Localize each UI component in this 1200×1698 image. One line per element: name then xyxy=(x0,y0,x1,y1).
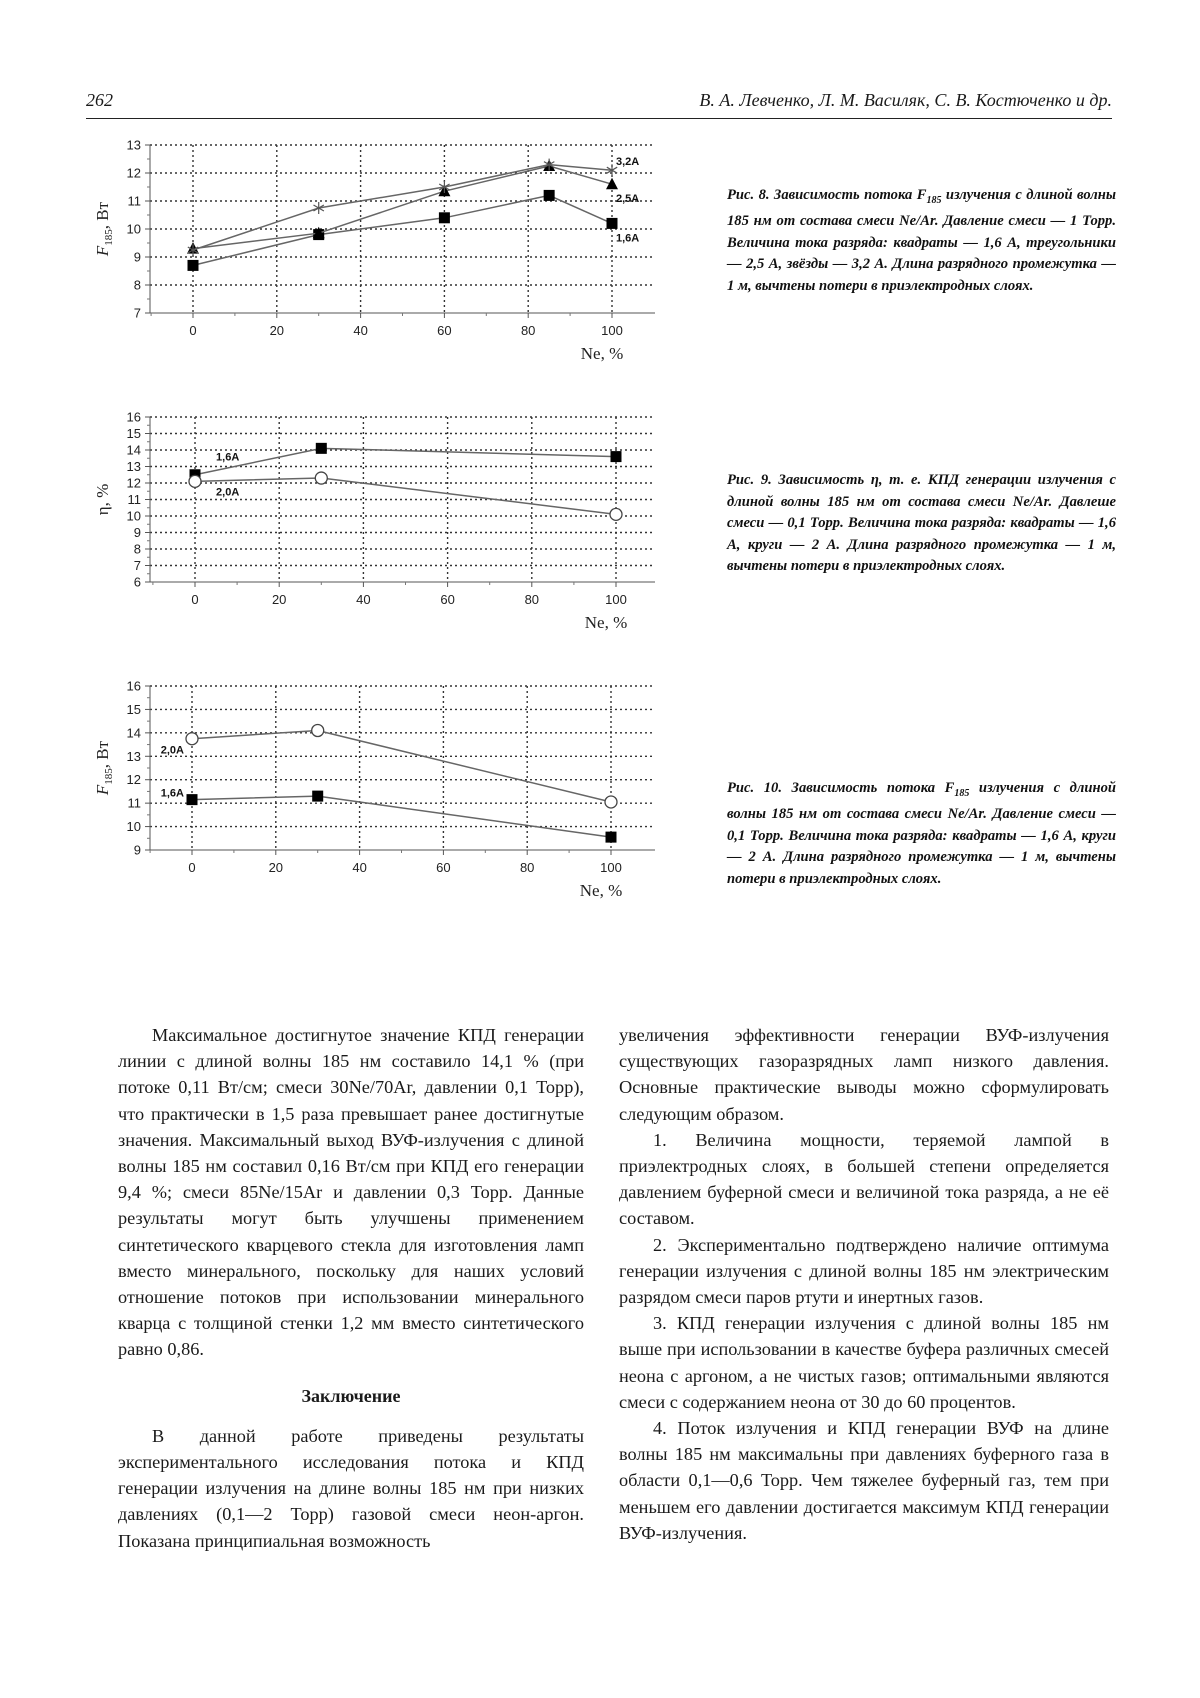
series-line xyxy=(192,731,611,802)
x-tick-label: 60 xyxy=(436,860,451,875)
y-tick-label: 7 xyxy=(133,558,141,573)
series-label: 2,5A xyxy=(616,193,640,206)
y-tick-label: 10 xyxy=(126,221,141,237)
y-tick-label: 13 xyxy=(126,459,141,474)
conclusion-item: 3. КПД генерации излучения с длиной волны 185 нм выше при использовании в качестве буфера различных смесей неона с аргоном, а не чистых газов; оптимальными являются смеси с содержанием неона от 30 до 60 процентов. xyxy=(619,1313,1109,1412)
page-number: 262 xyxy=(86,90,113,110)
figure-8-caption-sub: 185 xyxy=(926,194,942,206)
paragraph-continuation: увеличения эффективности генерации ВУФ-излучения существующих газоразрядных ламп низкого давления. Основные практические выводы можно сформулировать следующим образом. xyxy=(619,1025,1109,1124)
figure-10-caption-rest: излучения с длиной волны 185 нм от состава смеси Ne/Ar. Давление смеси — 0,1 Торр. Величина тока разряда: квадраты — 1,6 А, круги — 2 А. Длина разрядного промежутка — 1 м, вычтены потери в приэлектродных слоях. xyxy=(727,780,1116,887)
conclusion-item: 1. Величина мощности, теряемой лампой в приэлектродных слоях, в большей степени определяется давлением буферной смеси и величиной тока разряда, а не её составом. xyxy=(619,1129,1109,1229)
data-point-square xyxy=(316,443,327,454)
y-tick-label: 8 xyxy=(133,277,141,293)
x-tick-label: 100 xyxy=(600,860,622,875)
data-point-square xyxy=(312,791,323,802)
x-tick-label: 100 xyxy=(601,323,623,338)
y-axis-title: η, % xyxy=(93,483,112,516)
y-tick-label: 12 xyxy=(126,772,141,788)
series-label: 2,0A xyxy=(160,744,184,757)
figure-10-caption-prefix: Рис. 10. Зависимость потока F xyxy=(727,780,955,796)
data-point-square xyxy=(611,451,622,462)
data-point-square xyxy=(607,218,618,229)
series-label: 3,2A xyxy=(616,156,640,169)
y-tick-label: 12 xyxy=(126,475,141,491)
series-label: 1,6A xyxy=(160,787,184,800)
x-tick-label: 60 xyxy=(440,592,455,607)
y-tick-label: 10 xyxy=(126,508,141,524)
figure-9-caption-text: Рис. 9. Зависимость η, т. е. КПД генерации излучения с длиной волны 185 нм от состава смеси Ne/Ar. Давлеше смеси — 0,1 Торр. Величина тока разряда: квадраты — 1,6 А, круги — 2 А. Длина разрядного промежутка — 1 м, вычтены потери в приэлектродных слоях. xyxy=(727,472,1116,574)
series-line xyxy=(193,165,612,250)
series-label: 1,6A xyxy=(616,232,640,245)
section-heading-conclusion: Заключение xyxy=(301,1385,401,1406)
x-tick-label: 80 xyxy=(520,323,536,338)
y-tick-label: 14 xyxy=(126,442,141,458)
x-tick-label: 40 xyxy=(353,323,368,338)
series-line xyxy=(193,166,612,249)
x-axis-title: Ne, % xyxy=(579,881,623,900)
series-label: 2,0A xyxy=(216,486,240,499)
figure-10-caption-sub: 185 xyxy=(954,787,970,799)
x-tick-label: 60 xyxy=(437,323,452,338)
data-point-square xyxy=(187,794,198,805)
y-tick-label: 11 xyxy=(127,193,141,209)
x-tick-label: 80 xyxy=(519,860,535,875)
x-tick-label: 20 xyxy=(269,323,285,338)
y-axis-title: $F_{185}$, Вт xyxy=(93,201,115,257)
y-tick-label: 12 xyxy=(126,165,141,181)
conclusion-item: 2. Экспериментально подтверждено наличие оптимума генерации излучения с длиной волны 185 нм электрическим разрядом смеси паров ртути и инертных газов. xyxy=(619,1234,1109,1308)
data-point-circle xyxy=(315,472,327,484)
figure-8-chart xyxy=(0,135,700,375)
y-tick-label: 11 xyxy=(127,795,141,811)
y-tick-label: 7 xyxy=(133,305,141,321)
y-tick-label: 9 xyxy=(133,249,141,265)
data-point-circle xyxy=(186,733,198,745)
paragraph-results: Максимальное достигнутое значение КПД генерации линии с длиной волны 185 нм составило 14,1 % (при потоке 0,11 Вт/см; смеси 30Ne/70Ar, давлении 0,1 Торр), что практически в 1,5 раза превышает ранее достигнутые значения. Максимальный выход ВУФ-излучения с длиной волны 185 нм составил 0,16 Вт/см при КПД его генерации 9,4 %; смеси 85Ne/15Ar и давлении 0,3 Торр. Данные результаты могут быть улучшены применением синтетического кварцевого стекла для изготовления ламп вместо минерального, поскольку для наших условий отношение потоков при использовании минерального кварца с толщиной стенки 1,2 мм вместо синтетического равно 0,86. xyxy=(118,1025,584,1360)
y-tick-label: 10 xyxy=(126,819,141,835)
series-line xyxy=(192,796,611,837)
x-tick-label: 0 xyxy=(189,323,197,338)
x-axis-title: Ne, % xyxy=(584,613,628,632)
y-tick-label: 14 xyxy=(126,725,141,741)
running-head xyxy=(86,86,1112,119)
conclusion-item: 4. Поток излучения и КПД генерации ВУФ на длине волны 185 нм максимальны при давлениях буферного газа в области 0,1—0,6 Торр. Чем тяжелее буферный газ, тем при меньшем его давлении достигается максимум КПД генерации ВУФ-излучения. xyxy=(619,1418,1109,1543)
right-column xyxy=(619,1022,1109,1546)
figure-8-caption-rest: излучения с длиной волны 185 нм от состава смеси Ne/Ar. Давление смеси — 1 Торр. Величина тока разряда: квадраты — 1,6 А, треугольники — 2,5 А, звёзды — 3,2 А. Длина разрядного промежутка — 1 м, вычтены потери в приэлектродных слоях. xyxy=(727,187,1116,294)
data-point-square xyxy=(188,260,199,271)
data-point-square xyxy=(544,190,555,201)
paragraph-conclusion: В данной работе приведены результаты экспериментального исследования потока и КПД генерации излучения на длине волны 185 нм при низких давлениях (0,1—2 Торр) газовой смеси неон-аргон. Показана принципиальная возможность xyxy=(118,1425,584,1551)
x-tick-label: 20 xyxy=(268,860,284,875)
y-tick-label: 16 xyxy=(126,678,141,694)
data-point-circle xyxy=(605,796,617,808)
series-label: 1,6A xyxy=(216,451,240,464)
y-tick-label: 15 xyxy=(126,426,141,441)
figure-10-chart xyxy=(0,676,700,916)
y-tick-label: 15 xyxy=(126,701,141,717)
left-column xyxy=(118,1022,584,1554)
x-tick-label: 40 xyxy=(352,860,367,875)
data-point-circle xyxy=(312,725,324,737)
x-tick-label: 0 xyxy=(188,860,196,875)
figure-9-chart xyxy=(0,405,700,645)
x-tick-label: 80 xyxy=(524,592,540,607)
y-tick-label: 6 xyxy=(133,574,141,590)
x-tick-label: 0 xyxy=(191,592,199,607)
y-tick-label: 9 xyxy=(133,842,141,858)
figure-10-caption xyxy=(727,778,1116,890)
x-tick-label: 40 xyxy=(356,592,371,607)
y-tick-label: 8 xyxy=(133,541,141,557)
x-tick-label: 20 xyxy=(271,592,287,607)
y-axis-title: $F_{185}$, Вт xyxy=(93,740,115,796)
y-tick-label: 9 xyxy=(133,525,141,540)
y-tick-label: 13 xyxy=(126,137,141,153)
figure-8-caption xyxy=(727,185,1116,297)
data-point-circle xyxy=(610,508,622,520)
data-point-square xyxy=(606,832,617,843)
figure-9-caption xyxy=(727,470,1116,578)
y-tick-label: 16 xyxy=(126,409,141,425)
series-line xyxy=(195,448,616,474)
data-point-square xyxy=(439,212,450,223)
data-point-circle xyxy=(189,475,201,487)
x-tick-label: 100 xyxy=(605,592,627,607)
y-tick-label: 11 xyxy=(127,492,141,507)
figure-8-caption-prefix: Рис. 8. Зависимость потока F xyxy=(727,187,927,203)
x-axis-title: Ne, % xyxy=(580,344,624,363)
y-tick-label: 13 xyxy=(126,748,141,764)
running-head-authors: В. А. Левченко, Л. М. Василяк, С. В. Костюченко и др. xyxy=(699,90,1112,110)
